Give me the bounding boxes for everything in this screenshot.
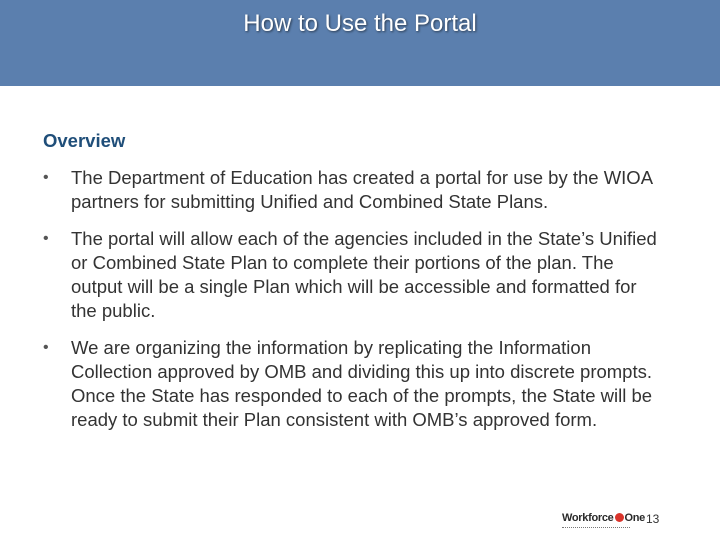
title-banner xyxy=(0,0,720,86)
bullet-text: The Department of Education has created a portal for use by the WIOA partners for submitting Unified and Combined State Plans. xyxy=(71,167,653,212)
bullet-icon: • xyxy=(43,169,49,186)
logo-wordmark xyxy=(562,512,645,524)
logo-text-right: One xyxy=(624,512,645,524)
list-item xyxy=(43,166,663,214)
section-heading: Overview xyxy=(43,130,126,151)
logo-circle-icon xyxy=(615,513,624,522)
bullet-icon: • xyxy=(43,230,49,247)
workforce-one-logo xyxy=(562,512,645,536)
logo-tagline xyxy=(562,527,630,530)
list-item xyxy=(43,227,663,323)
page-number: 13 xyxy=(646,512,660,526)
logo-text-left: Workforce xyxy=(562,512,614,524)
bullet-list xyxy=(43,166,663,445)
bullet-icon: • xyxy=(43,339,49,356)
bullet-text: We are organizing the information by replicating the Information Collection approved by OMB and dividing this up into discrete prompts. Once the State has responded to each of the prompts, the State will be ready to submit their Plan consistent with OMB’s approved form. xyxy=(71,337,653,430)
bullet-text: The portal will allow each of the agencies included in the State’s Unified or Combined State Plan to complete their portions of the plan. The output will be a single Plan which will be accessible and formatted for the public. xyxy=(71,228,657,321)
slide-title: How to Use the Portal xyxy=(243,10,477,37)
list-item xyxy=(43,336,663,432)
